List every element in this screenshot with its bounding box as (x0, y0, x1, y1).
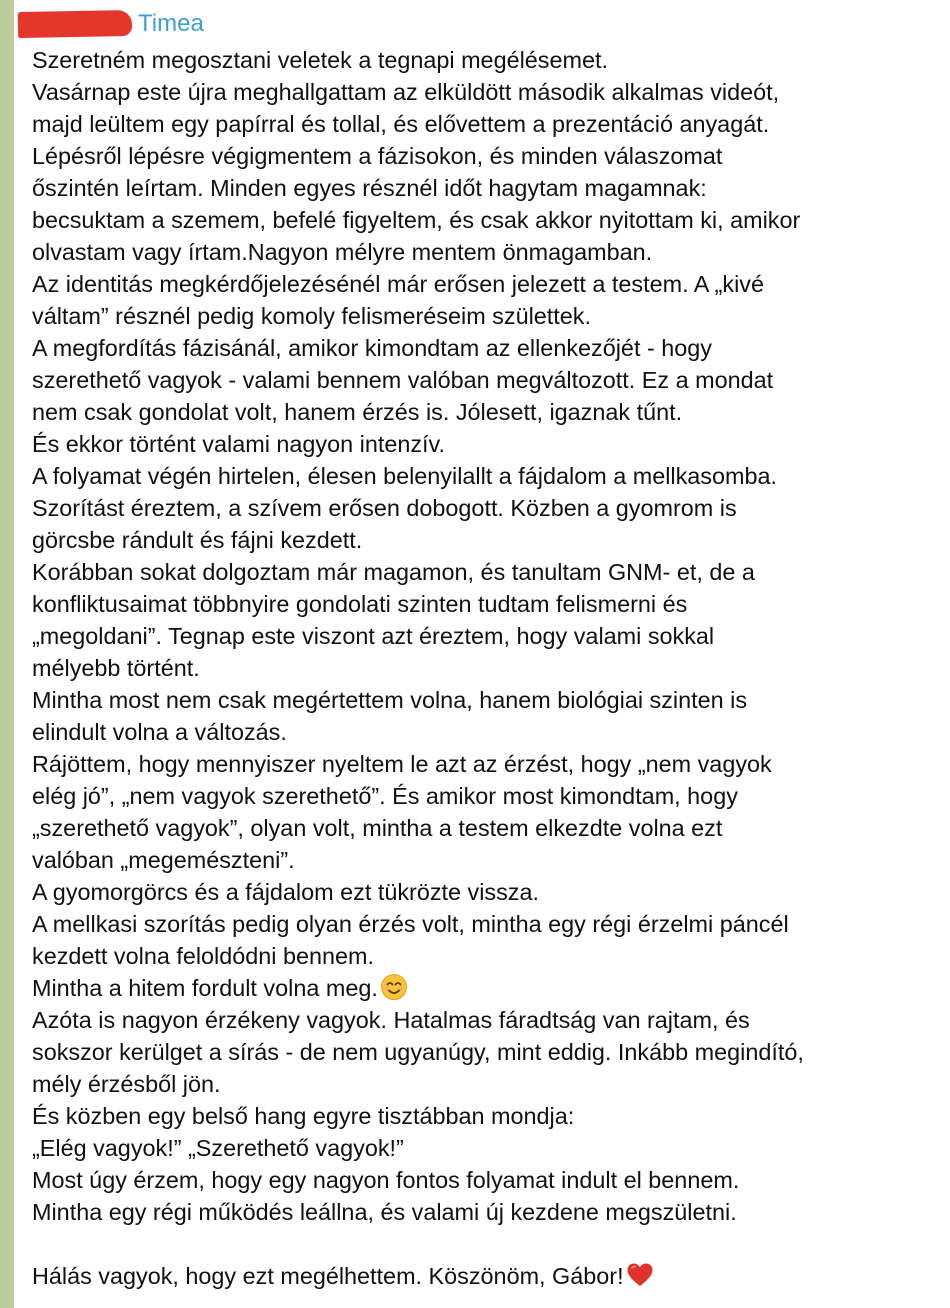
sender-name[interactable]: Timea (138, 10, 204, 37)
message-line: A folyamat végén hirtelen, élesen belenyilallt a fájdalom a mellkasomba. (32, 463, 778, 489)
message-line-text: Mintha a hitem fordult volna meg. (32, 975, 378, 1001)
message-line: Vasárnap este újra meghallgattam az elküldött második alkalmas videót, (32, 79, 780, 105)
message-line: kezdett volna feloldódni bennem. (32, 943, 374, 969)
message-line: „megoldani”. Tegnap este viszont azt éreztem, hogy valami sokkal (32, 623, 715, 649)
message-line: A megfordítás fázisánál, amikor kimondtam az ellenkezőjét - hogy (32, 335, 712, 361)
message-line: Azóta is nagyon érzékeny vagyok. Hatalmas fáradtság van rajtam, és (32, 1007, 750, 1033)
red-heart-emoji (626, 1261, 654, 1289)
message-line-with-emoji (32, 972, 950, 1004)
message-line: őszintén leírtam. Minden egyes résznél időt hagytam magamnak: (32, 175, 707, 201)
message-line: mélyebb történt. (32, 655, 200, 681)
message-line: elindult volna a változás. (32, 719, 287, 745)
message-line: Az identitás megkérdőjelezésénél már erősen jelezett a testem. A „kivé (32, 271, 764, 297)
message-line: A gyomorgörcs és a fájdalom ezt tükrözte vissza. (32, 879, 540, 905)
message-line: olvastam vagy írtam.Nagyon mélyre mentem önmagamban. (32, 239, 653, 265)
message-line: becsuktam a szemem, befelé figyeltem, és csak akkor nyitottam ki, amikor (32, 207, 801, 233)
message-line: „szerethető vagyok”, olyan volt, mintha a testem elkezdte volna ezt (32, 815, 723, 841)
message-line: elég jó”, „nem vagyok szerethető”. És amikor most kimondtam, hogy (32, 783, 738, 809)
message-text (32, 44, 950, 1292)
message-line: görcsbe rándult és fájni kezdett. (32, 527, 363, 553)
message-line: szerethető vagyok - valami bennem valóban megváltozott. Ez a mondat (32, 367, 774, 393)
message-line-with-emoji (32, 1260, 950, 1292)
message-line: sokszor kerülget a sírás - de nem ugyanúgy, mint eddig. Inkább megindító, (32, 1039, 804, 1065)
message-line: És ekkor történt valami nagyon intenzív. (32, 431, 446, 457)
message-line: És közben egy belső hang egyre tisztábban mondja: (32, 1103, 575, 1129)
chat-background-stripe (0, 0, 14, 1308)
message-line: váltam” résznél pedig komoly felismeréseim születtek. (32, 303, 591, 329)
message-line: Rájöttem, hogy mennyiszer nyeltem le azt az érzést, hogy „nem vagyok (32, 751, 772, 777)
message-line: Mintha egy régi működés leállna, és valami új kezdene megszületni. (32, 1199, 737, 1225)
message-line: majd leültem egy papírral és tollal, és elővettem a prezentáció anyagát. (32, 111, 770, 137)
message-line: Lépésről lépésre végigmentem a fázisokon, és minden válaszomat (32, 143, 723, 169)
message-line: mély érzésből jön. (32, 1071, 221, 1097)
message-bubble[interactable] (14, 0, 950, 1308)
message-line: Mintha most nem csak megértettem volna, hanem biológiai szinten is (32, 687, 748, 713)
message-line-text: Hálás vagyok, hogy ezt megélhettem. Köszönöm, Gábor! (32, 1263, 624, 1289)
smiling-face-emoji (380, 973, 408, 1001)
message-line: Korábban sokat dolgoztam már magamon, és tanultam GNM- et, de a (32, 559, 755, 585)
message-line: „Elég vagyok!” „Szerethető vagyok!” (32, 1135, 404, 1161)
blank-line (32, 1228, 950, 1260)
message-line: nem csak gondolat volt, hanem érzés is. Jólesett, igaznak tűnt. (32, 399, 683, 425)
redacted-name-mark (18, 10, 132, 38)
message-line: Most úgy érzem, hogy egy nagyon fontos folyamat indult el bennem. (32, 1167, 740, 1193)
message-sender[interactable] (18, 6, 204, 42)
message-line: valóban „megemészteni”. (32, 847, 295, 873)
message-line: Szorítást éreztem, a szívem erősen dobogott. Közben a gyomrom is (32, 495, 737, 521)
message-line: A mellkasi szorítás pedig olyan érzés volt, mintha egy régi érzelmi páncél (32, 911, 789, 937)
message-line: Szeretném megosztani veletek a tegnapi megélésemet. (32, 47, 608, 73)
message-line: konfliktusaimat többnyire gondolati szinten tudtam felismerni és (32, 591, 688, 617)
